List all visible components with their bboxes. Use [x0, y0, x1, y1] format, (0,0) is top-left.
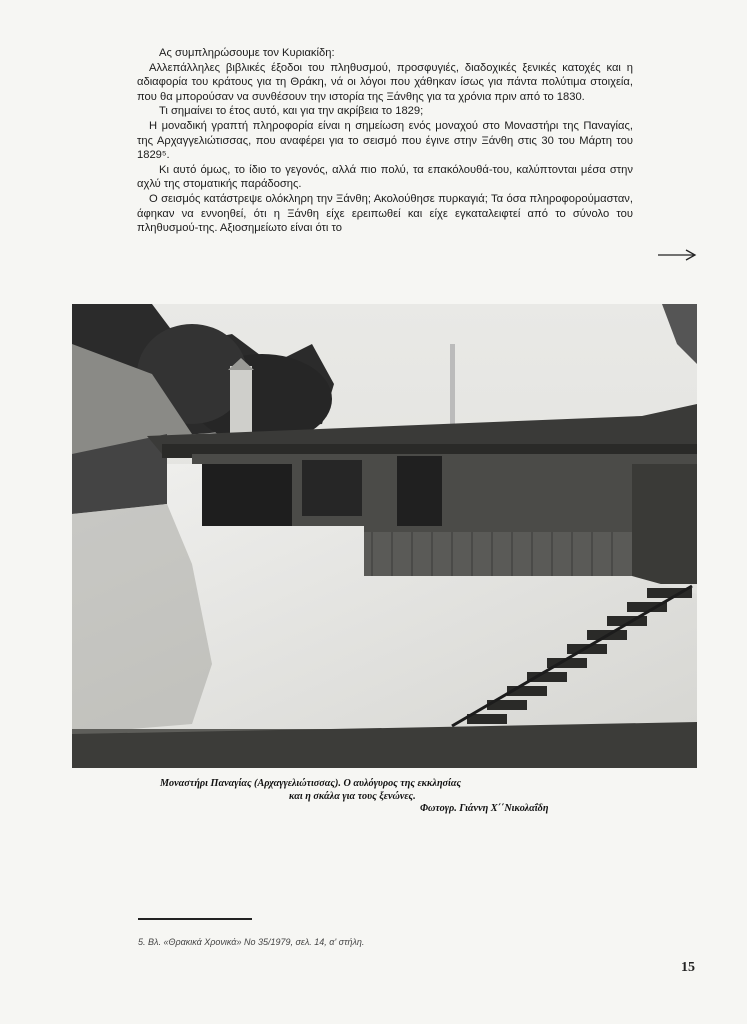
body-text	[137, 46, 633, 236]
caption-line-1: Μοναστήρι Παναγίας (Αρχαγγελιώτισσας). Ο αυλόγυρος της εκκλησίας	[160, 778, 462, 789]
footnote: 5. Βλ. «Θρακικά Χρονικά» Νο 35/1979, σελ. 14, α' στήλη.	[138, 937, 365, 947]
caption-line-2: και η σκάλα για τους ξενώνες.	[289, 790, 416, 802]
paragraph-4: Η μοναδική γραπτή πληροφορία είναι η σημείωση ενός μοναχού στο Μοναστήρι της Παναγίας, της Αρχαγγελιώτισσας, που αναφέρει για το σεισμό που έγινε στην Ξάνθη στις 30 του Μάρτη του 1829⁵.	[137, 119, 633, 162]
page-number: 15	[681, 960, 695, 975]
footnote-rule	[138, 918, 252, 920]
paragraph-2: Αλλεπάλληλες βιβλικές έξοδοι του πληθυσμού, προσφυγιές, διαδοχικές ξενικές κατοχές και η αδιαφορία του κράτους για τη Θράκη, νά οι λόγοι που χάθηκαν ίσως για πάντα πολύτιμα στοιχεία, που θα μπορούσαν να συνθέσουν την ιστορία της Ξάνθης για τα χρόνια πριν από το 1830.	[137, 61, 633, 103]
paragraph-1: Ας συμπληρώσουμε τον Κυριακίδη:	[159, 47, 335, 59]
paragraph-5: Κι αυτό όμως, το ίδιο το γεγονός, αλλά πιο πολύ, τα επακόλουθά-του, καλύπτονται μέσα στην αχλύ της στοματικής παράδοσης.	[137, 163, 633, 191]
caption-photo-credit: Φωτογρ. Γιάννη Χ΄΄Νικολαΐδη	[420, 803, 549, 814]
paragraph-6: Ο σεισμός κατάστρεψε ολόκληρη την Ξάνθη; Ακολούθησε πυρκαγιά; Τα όσα πληροφορούμασταν, άφηκαν να εννοηθεί, ότι η Ξάνθη είχε ερειπωθεί και είχε εγκαταλειφτεί από το σύνολο του πληθυσμού-της. Αξιοσημείωτο είναι ότι το	[137, 192, 633, 235]
paragraph-3: Τι σημαίνει το έτος αυτό, και για την ακρίβεια το 1829;	[159, 105, 424, 118]
right-arrow-icon	[657, 248, 697, 262]
photo-caption	[160, 778, 600, 816]
monastery-photograph	[72, 304, 697, 768]
